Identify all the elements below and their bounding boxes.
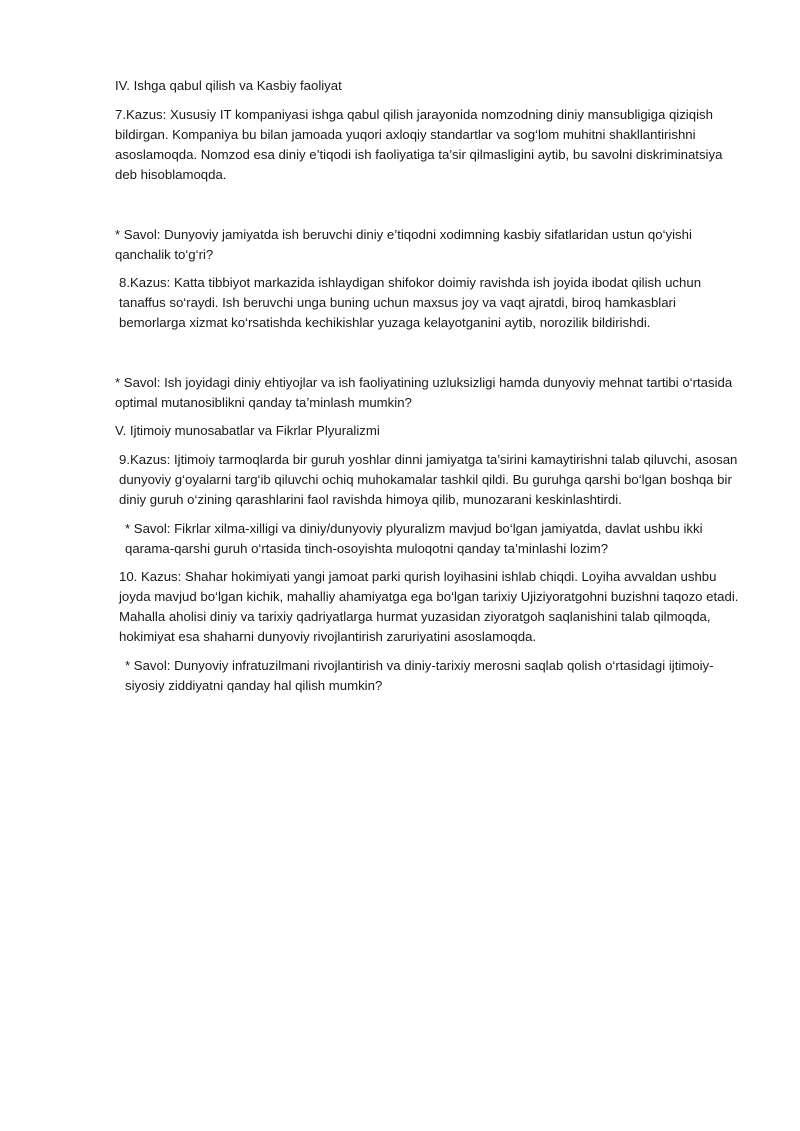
case-8-paragraph: 8.Kazus: Katta tibbiyot markazida ishlaydigan shifokor doimiy ravishda ish joyida ibodat qilish uchun tanaffus so‘raydi. Ish beruvchi unga buning uchun maxsus joy va vaqt ajratdi, biroq hamkasblari bemorlarga xizmat ko‘rsatishda kechikishlar yuzaga kelayotganini aytib, norozilik bildirishdi.	[119, 275, 702, 330]
section-heading-iv: IV. Ishga qabul qilish va Kasbiy faoliyat	[115, 78, 342, 93]
question-9-paragraph: * Savol: Fikrlar xilma-xilligi va diniy/dunyoviy plyuralizm mavjud bo‘lgan jamiyatda, davlat ushbu ikki qarama-qarshi guruh o‘rtasida tinch-osoyishta muloqotni qanday ta’minlashi lozim?	[125, 521, 703, 556]
case-10-paragraph: 10. Kazus: Shahar hokimiyati yangi jamoat parki qurish loyihasini ishlab chiqdi. Loyiha avvaldan ushbu joyda mavjud bo‘lgan kichik, mahalliy ahamiyatga ega bo‘lgan tarixiy Ujiziyoratgohni buzishni taqozo etadi. Mahalla aholisi diniy va tarixiy qadriyatlarga hurmat yuzasidan ziyoratgoh saqlanishini talab qilmoqda, hokimiyat esa shaharni dunyoviy rivojlantirish zaruriyatini asoslamoqda.	[119, 569, 739, 644]
question-7-paragraph: * Savol: Dunyoviy jamiyatda ish beruvchi diniy e’tiqodni xodimning kasbiy sifatlaridan ustun qo‘yishi qanchalik to‘g‘ri?	[115, 227, 692, 262]
question-8-paragraph: * Savol: Ish joyidagi diniy ehtiyojlar va ish faoliyatining uzluksizligi hamda dunyoviy mehnat tartibi o‘rtasida optimal mutanosiblikni qanday ta’minlash mumkin?	[115, 375, 733, 410]
question-10-paragraph: * Savol: Dunyoviy infratuzilmani rivojlantirish va diniy-tarixiy merosni saqlab qolish o‘rtasidagi ijtimoiy-siyosiy ziddiyatni qanday hal qilish mumkin?	[125, 658, 714, 693]
section-heading-v: V. Ijtimoiy munosabatlar va Fikrlar Plyuralizmi	[115, 423, 380, 438]
case-9-paragraph: 9.Kazus: Ijtimoiy tarmoqlarda bir guruh yoshlar dinni jamiyatga ta’sirini kamaytirishni talab qiluvchi, asosan dunyoviy g‘oyalarni targ‘ib qiluvchi ochiq muhokamalar tashkil qildi. Bu guruhga qarshi bo‘lgan boshqa bir diniy guruh o‘zining qarashlarini faol ravishda himoya qilib, munozarani keskinlashtirdi.	[119, 452, 738, 507]
document-body	[115, 76, 745, 704]
case-7-paragraph: 7.Kazus: Xususiy IT kompaniyasi ishga qabul qilish jarayonida nomzodning diniy mansubligiga qiziqish bildirgan. Kompaniya bu bilan jamoada yuqori axloqiy standartlar va sog‘lom muhitni shakllantirishni asoslamoqda. Nomzod esa diniy e’tiqodi ish faoliyatiga ta’sir qilmasligini aytib, bu savolni diskriminatsiya deb hisoblamoqda.	[115, 107, 723, 182]
